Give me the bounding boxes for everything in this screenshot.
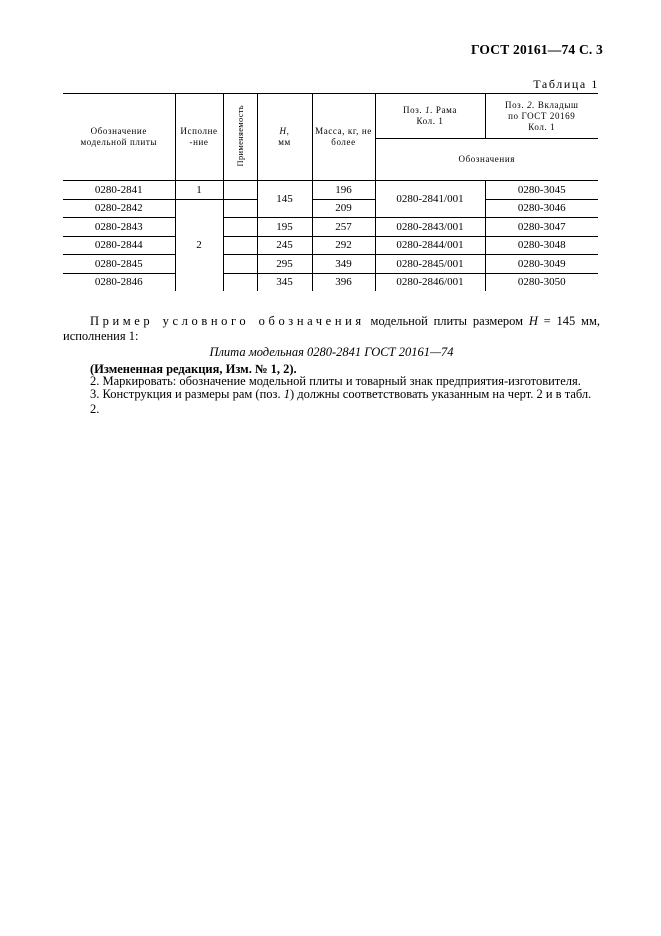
col-header-insert: Поз. 2. Вкладыш по ГОСТ 20169 Кол. 1 [485,94,598,139]
col-header-frame: Поз. 1. Рама Кол. 1 [375,94,485,139]
item-3: 3. Конструкция и размеры рам (поз. 1) должны соответствовать указанным на черт. 2 и в табл. 2. [90,387,592,416]
table-row: 0280-2843 195 257 0280-2843/001 0280-3047 [63,218,598,237]
table-row: 0280-2841 1 145 196 0280-2841/001 0280-3045 [63,181,598,200]
table-row: 0280-2844 245 292 0280-2844/001 0280-3048 [63,236,598,255]
example-lead: Пример условного обозначения [90,314,365,328]
table-row: 0280-2845 295 349 0280-2845/001 0280-3049 [63,255,598,274]
page-header: ГОСТ 20161—74 С. 3 [470,42,603,57]
col-header-mass: Масса, кг, не более [312,94,375,181]
spec-table [63,93,598,291]
table-row: 0280-2846 345 396 0280-2846/001 0280-3050 [63,273,598,291]
col-header-h: Н, мм [257,94,312,181]
example-designation: Плита модельная 0280-2841 ГОСТ 20161—74 [209,345,454,359]
col-header-designation: Обозначение модельной плиты [63,94,175,181]
amendment-note: (Измененная редакция, Изм. № 1, 2). [90,362,297,376]
item-2: 2. Маркировать: обозначение модельной плиты и товарный знак предприятия-изготовителя. [90,374,581,388]
table-label: Таблица 1 [533,77,599,91]
col-header-execution: Исполне-ние [175,94,223,181]
table-row: 0280-2842 2 209 0280-3046 [63,199,598,218]
col-header-applicability: Применяемость [223,94,257,181]
col-header-designations: Обозначения [375,139,598,181]
example-paragraph: Пример условного обозначения модельной плиты размером Н = 145 мм, исполнения 1: [63,314,601,343]
